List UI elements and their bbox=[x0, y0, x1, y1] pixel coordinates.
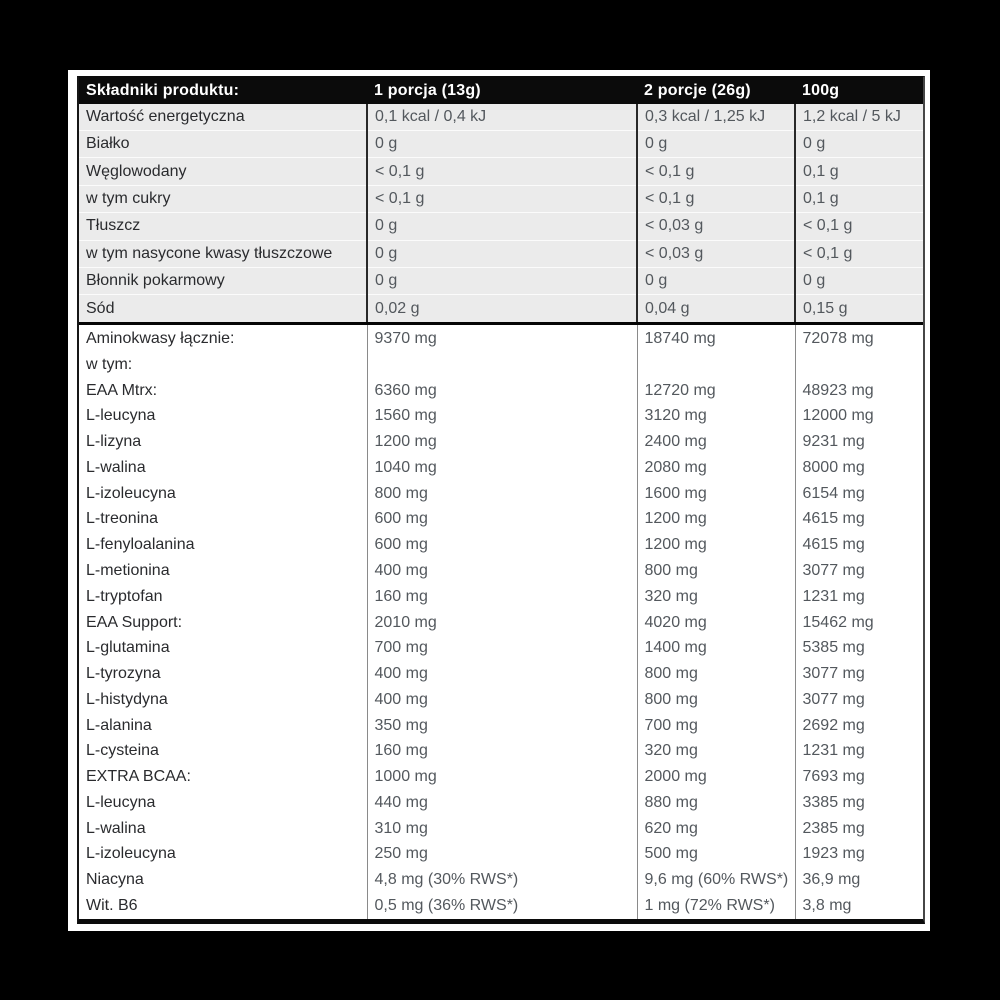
nutrition-table bbox=[79, 77, 923, 919]
row-value: 0 g bbox=[637, 267, 795, 294]
row-value: 250 mg bbox=[367, 842, 637, 868]
table-row bbox=[79, 295, 923, 324]
row-value: 0,5 mg (36% RWS*) bbox=[367, 893, 637, 919]
row-label: Sód bbox=[79, 295, 367, 324]
row-value: 3077 mg bbox=[795, 687, 923, 713]
row-label: EXTRA BCAA: bbox=[79, 764, 367, 790]
row-value: 0 g bbox=[795, 131, 923, 158]
table-row bbox=[79, 687, 923, 713]
row-label: Błonnik pokarmowy bbox=[79, 267, 367, 294]
row-value: 800 mg bbox=[637, 558, 795, 584]
row-value: < 0,1 g bbox=[637, 158, 795, 185]
row-label: L-treonina bbox=[79, 507, 367, 533]
header-per-100g: 100g bbox=[795, 77, 923, 104]
row-value: 6154 mg bbox=[795, 481, 923, 507]
row-value: 15462 mg bbox=[795, 610, 923, 636]
row-value: 0,1 g bbox=[795, 185, 923, 212]
row-value: 0 g bbox=[367, 131, 637, 158]
row-value: 12000 mg bbox=[795, 404, 923, 430]
row-value: 36,9 mg bbox=[795, 867, 923, 893]
table-row bbox=[79, 867, 923, 893]
row-value: 400 mg bbox=[367, 661, 637, 687]
row-label: w tym nasycone kwasy tłuszczowe bbox=[79, 240, 367, 267]
row-value: 600 mg bbox=[367, 532, 637, 558]
row-value: 2010 mg bbox=[367, 610, 637, 636]
table-row bbox=[79, 532, 923, 558]
row-value: 0 g bbox=[367, 240, 637, 267]
row-value: 350 mg bbox=[367, 713, 637, 739]
row-value: 0,1 g bbox=[795, 158, 923, 185]
row-value: 3077 mg bbox=[795, 661, 923, 687]
row-value: 4020 mg bbox=[637, 610, 795, 636]
row-value: 160 mg bbox=[367, 739, 637, 765]
nutrition-label-panel bbox=[68, 70, 930, 931]
table-row bbox=[79, 584, 923, 610]
row-value: 1231 mg bbox=[795, 584, 923, 610]
row-label: Niacyna bbox=[79, 867, 367, 893]
row-value: 1000 mg bbox=[367, 764, 637, 790]
row-value: 7693 mg bbox=[795, 764, 923, 790]
row-label: L-tryptofan bbox=[79, 584, 367, 610]
row-label: Aminokwasy łącznie: bbox=[79, 324, 367, 352]
table-row bbox=[79, 842, 923, 868]
row-label: L-cysteina bbox=[79, 739, 367, 765]
row-value: 12720 mg bbox=[637, 378, 795, 404]
row-label: L-walina bbox=[79, 816, 367, 842]
row-value: 0 g bbox=[367, 267, 637, 294]
table-row bbox=[79, 267, 923, 294]
row-value: 72078 mg bbox=[795, 324, 923, 352]
row-label: L-leucyna bbox=[79, 404, 367, 430]
table-row bbox=[79, 158, 923, 185]
row-value: 1400 mg bbox=[637, 635, 795, 661]
row-value: 9370 mg bbox=[367, 324, 637, 352]
row-value bbox=[367, 352, 637, 378]
row-value: 2000 mg bbox=[637, 764, 795, 790]
row-value: 880 mg bbox=[637, 790, 795, 816]
nutrition-table-border bbox=[77, 76, 925, 924]
table-row bbox=[79, 324, 923, 352]
row-value: 400 mg bbox=[367, 687, 637, 713]
row-value: 0,04 g bbox=[637, 295, 795, 324]
row-label: Wartość energetyczna bbox=[79, 104, 367, 131]
row-value: 700 mg bbox=[637, 713, 795, 739]
row-value: < 0,1 g bbox=[795, 240, 923, 267]
row-value: < 0,1 g bbox=[637, 185, 795, 212]
table-row bbox=[79, 790, 923, 816]
row-label: L-walina bbox=[79, 455, 367, 481]
row-label: L-metionina bbox=[79, 558, 367, 584]
table-row bbox=[79, 131, 923, 158]
row-value: 1,2 kcal / 5 kJ bbox=[795, 104, 923, 131]
row-value: 3,8 mg bbox=[795, 893, 923, 919]
row-value: 0,15 g bbox=[795, 295, 923, 324]
macronutrients-section bbox=[79, 104, 923, 324]
row-value bbox=[795, 352, 923, 378]
row-value: 800 mg bbox=[637, 661, 795, 687]
table-row bbox=[79, 610, 923, 636]
row-value: < 0,1 g bbox=[795, 213, 923, 240]
row-value: 440 mg bbox=[367, 790, 637, 816]
row-value bbox=[637, 352, 795, 378]
row-label: L-leucyna bbox=[79, 790, 367, 816]
aminoacids-section bbox=[79, 324, 923, 919]
header-serving-2: 2 porcje (26g) bbox=[637, 77, 795, 104]
row-label: EAA Mtrx: bbox=[79, 378, 367, 404]
row-value: 8000 mg bbox=[795, 455, 923, 481]
table-row bbox=[79, 816, 923, 842]
row-value: < 0,1 g bbox=[367, 158, 637, 185]
row-value: 1200 mg bbox=[637, 532, 795, 558]
row-value: 0 g bbox=[637, 131, 795, 158]
row-value: 800 mg bbox=[637, 687, 795, 713]
row-value: 1231 mg bbox=[795, 739, 923, 765]
row-value: 9,6 mg (60% RWS*) bbox=[637, 867, 795, 893]
row-value: 1040 mg bbox=[367, 455, 637, 481]
row-value: 160 mg bbox=[367, 584, 637, 610]
row-label: L-lizyna bbox=[79, 429, 367, 455]
row-value: 6360 mg bbox=[367, 378, 637, 404]
table-row bbox=[79, 893, 923, 919]
row-value: 3385 mg bbox=[795, 790, 923, 816]
row-value: 700 mg bbox=[367, 635, 637, 661]
row-value: < 0,1 g bbox=[367, 185, 637, 212]
row-value: 0,3 kcal / 1,25 kJ bbox=[637, 104, 795, 131]
table-row bbox=[79, 455, 923, 481]
row-value: 2080 mg bbox=[637, 455, 795, 481]
table-row bbox=[79, 739, 923, 765]
row-label: L-izoleucyna bbox=[79, 842, 367, 868]
table-row bbox=[79, 104, 923, 131]
header-row bbox=[79, 77, 923, 104]
row-label: L-glutamina bbox=[79, 635, 367, 661]
row-value: 1560 mg bbox=[367, 404, 637, 430]
table-row bbox=[79, 764, 923, 790]
row-value: 1200 mg bbox=[637, 507, 795, 533]
row-value: 1923 mg bbox=[795, 842, 923, 868]
row-label: EAA Support: bbox=[79, 610, 367, 636]
row-value: 4615 mg bbox=[795, 532, 923, 558]
table-row bbox=[79, 240, 923, 267]
row-value: 320 mg bbox=[637, 584, 795, 610]
row-label: L-tyrozyna bbox=[79, 661, 367, 687]
row-value: 0,02 g bbox=[367, 295, 637, 324]
table-row bbox=[79, 558, 923, 584]
row-value: 1 mg (72% RWS*) bbox=[637, 893, 795, 919]
row-value: 1600 mg bbox=[637, 481, 795, 507]
header-ingredients: Składniki produktu: bbox=[79, 77, 367, 104]
row-value: 2400 mg bbox=[637, 429, 795, 455]
row-label: L-histydyna bbox=[79, 687, 367, 713]
table-row bbox=[79, 713, 923, 739]
table-row bbox=[79, 378, 923, 404]
row-value: 800 mg bbox=[367, 481, 637, 507]
row-value: 1200 mg bbox=[367, 429, 637, 455]
row-value: 0 g bbox=[795, 267, 923, 294]
table-row bbox=[79, 404, 923, 430]
table-row bbox=[79, 213, 923, 240]
row-label: L-izoleucyna bbox=[79, 481, 367, 507]
row-value: 0,1 kcal / 0,4 kJ bbox=[367, 104, 637, 131]
row-value: 2692 mg bbox=[795, 713, 923, 739]
row-value: 18740 mg bbox=[637, 324, 795, 352]
table-row bbox=[79, 481, 923, 507]
row-label: Tłuszcz bbox=[79, 213, 367, 240]
row-value: 4,8 mg (30% RWS*) bbox=[367, 867, 637, 893]
row-label: w tym cukry bbox=[79, 185, 367, 212]
table-row bbox=[79, 352, 923, 378]
table-row bbox=[79, 661, 923, 687]
header-serving-1: 1 porcja (13g) bbox=[367, 77, 637, 104]
row-label: L-alanina bbox=[79, 713, 367, 739]
row-value: 500 mg bbox=[637, 842, 795, 868]
row-value: 310 mg bbox=[367, 816, 637, 842]
row-value: 9231 mg bbox=[795, 429, 923, 455]
row-value: 3120 mg bbox=[637, 404, 795, 430]
table-row bbox=[79, 635, 923, 661]
table-row bbox=[79, 429, 923, 455]
row-label: Białko bbox=[79, 131, 367, 158]
row-value: 5385 mg bbox=[795, 635, 923, 661]
row-value: < 0,03 g bbox=[637, 213, 795, 240]
row-value: 48923 mg bbox=[795, 378, 923, 404]
row-value: 3077 mg bbox=[795, 558, 923, 584]
row-label: Wit. B6 bbox=[79, 893, 367, 919]
table-row bbox=[79, 185, 923, 212]
row-label: L-fenyloalanina bbox=[79, 532, 367, 558]
table-row bbox=[79, 507, 923, 533]
row-label: w tym: bbox=[79, 352, 367, 378]
row-value: 600 mg bbox=[367, 507, 637, 533]
row-value: 620 mg bbox=[637, 816, 795, 842]
row-value: 0 g bbox=[367, 213, 637, 240]
row-value: < 0,03 g bbox=[637, 240, 795, 267]
row-value: 400 mg bbox=[367, 558, 637, 584]
row-value: 4615 mg bbox=[795, 507, 923, 533]
row-value: 320 mg bbox=[637, 739, 795, 765]
row-label: Węglowodany bbox=[79, 158, 367, 185]
row-value: 2385 mg bbox=[795, 816, 923, 842]
